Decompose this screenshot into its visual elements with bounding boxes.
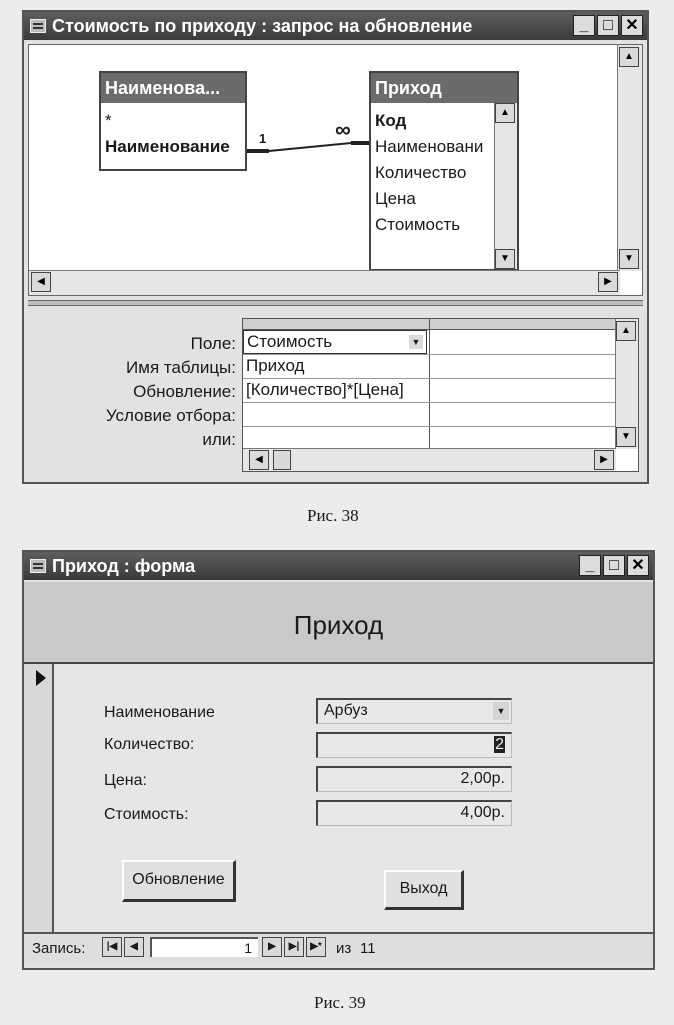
pane-vscrollbar[interactable] xyxy=(617,45,642,271)
table-prikhod-scrollbar[interactable] xyxy=(494,103,517,269)
form-minimize-button[interactable]: _ xyxy=(579,555,601,576)
grid-labels xyxy=(28,312,236,452)
pane-scroll-down-icon[interactable]: ▼ xyxy=(619,249,639,269)
query-titlebar[interactable] xyxy=(24,12,647,40)
field-naimenovanie[interactable]: Наименование xyxy=(105,137,230,156)
grid-body[interactable] xyxy=(242,318,639,472)
label-naimenovanie: Наименование xyxy=(104,704,215,721)
table-prikhod-header[interactable]: Приход xyxy=(371,73,517,103)
input-kolichestvo[interactable] xyxy=(316,732,512,758)
label-update: Обновление: xyxy=(133,382,236,401)
field-value-text: Стоимость xyxy=(247,332,333,351)
grid-scroll-up-icon[interactable]: ▲ xyxy=(616,321,636,341)
record-of-label: из xyxy=(336,940,352,957)
pane-splitter[interactable] xyxy=(28,300,643,306)
field-stoimost[interactable]: Стоимость xyxy=(375,215,461,234)
figure38-caption: Рис. 38 xyxy=(307,506,359,525)
record-total: 11 xyxy=(360,940,376,957)
record-pointer-icon xyxy=(36,670,46,686)
form-close-button[interactable]: ✕ xyxy=(627,555,649,576)
kolichestvo-value: 2 xyxy=(495,736,504,753)
tsena-value: 2,00р. xyxy=(460,770,505,787)
label-kolichestvo: Количество: xyxy=(104,736,195,753)
cell-update-expression[interactable]: [Количество]*[Цена] xyxy=(246,380,404,399)
next-record-icon[interactable]: ▶ xyxy=(262,937,282,957)
figure39-caption: Рис. 39 xyxy=(314,993,366,1012)
column-selector-1[interactable] xyxy=(243,319,430,330)
design-grid xyxy=(28,312,643,478)
combo-naimenovanie[interactable] xyxy=(316,698,512,724)
record-number-input[interactable] xyxy=(150,937,258,957)
grid-scroll-down-icon[interactable]: ▼ xyxy=(616,427,636,447)
scroll-down-icon[interactable]: ▼ xyxy=(495,249,515,269)
relation-many-label: ∞ xyxy=(335,117,351,142)
input-tsena[interactable] xyxy=(316,766,512,792)
table-naimenovanie[interactable] xyxy=(99,71,247,171)
form-maximize-button[interactable]: □ xyxy=(603,555,625,576)
grid-vscrollbar[interactable] xyxy=(615,319,638,449)
query-window xyxy=(22,10,649,484)
stoimost-value: 4,00р. xyxy=(460,804,505,821)
record-selector[interactable] xyxy=(24,664,54,932)
grid-scroll-right-icon[interactable]: ▶ xyxy=(594,450,614,470)
pane-scroll-up-icon[interactable]: ▲ xyxy=(619,47,639,67)
minimize-button[interactable]: _ xyxy=(573,15,595,36)
field-tsena[interactable]: Цена xyxy=(375,189,416,208)
update-button[interactable]: Обновление xyxy=(122,860,236,902)
label-field: Поле: xyxy=(190,334,236,353)
table-prikhod[interactable] xyxy=(369,71,519,271)
cell-table-name[interactable]: Приход xyxy=(246,356,305,375)
label-table-name: Имя таблицы: xyxy=(126,358,236,377)
exit-button[interactable]: Выход xyxy=(384,870,464,910)
label-tsena: Цена: xyxy=(104,772,147,789)
maximize-button[interactable]: □ xyxy=(597,15,619,36)
form-title: Приход : форма xyxy=(52,555,196,576)
last-record-icon[interactable]: ▶| xyxy=(284,937,304,957)
first-record-icon[interactable]: |◀ xyxy=(102,937,122,957)
field-kod[interactable]: Код xyxy=(375,111,407,130)
relation-one-label: 1 xyxy=(259,131,267,146)
form-icon xyxy=(30,559,46,573)
label-or: или: xyxy=(202,430,236,449)
cell-or[interactable] xyxy=(246,428,426,448)
close-button[interactable]: ✕ xyxy=(621,15,643,36)
new-record-icon[interactable]: ▶* xyxy=(306,937,326,957)
field-naimenovani[interactable]: Наименовани xyxy=(375,137,484,156)
table-pane xyxy=(28,44,643,296)
field-dropdown-icon[interactable]: ▼ xyxy=(409,335,423,349)
pane-scroll-left-icon[interactable]: ◀ xyxy=(31,272,51,292)
grid-scroll-thumb[interactable] xyxy=(273,450,291,470)
label-stoimost: Стоимость: xyxy=(104,806,189,823)
query-icon xyxy=(30,19,46,33)
field-kolichestvo[interactable]: Количество xyxy=(375,163,467,182)
pane-hscrollbar[interactable] xyxy=(29,270,620,295)
form-detail xyxy=(54,664,653,932)
prev-record-icon[interactable]: ◀ xyxy=(124,937,144,957)
form-header xyxy=(24,582,653,664)
combo-value: Арбуз xyxy=(324,702,368,719)
scroll-up-icon[interactable]: ▲ xyxy=(495,103,515,123)
input-stoimost[interactable] xyxy=(316,800,512,826)
grid-scroll-left-icon[interactable]: ◀ xyxy=(249,450,269,470)
record-navigator xyxy=(24,932,653,966)
column-selector-2[interactable] xyxy=(430,319,616,330)
combo-dropdown-icon[interactable]: ▼ xyxy=(493,702,509,720)
cell-field-value[interactable] xyxy=(243,330,427,354)
field-star[interactable]: * xyxy=(105,111,112,130)
navigator-label: Запись: xyxy=(32,940,86,957)
cell-criteria[interactable] xyxy=(246,404,426,424)
query-title: Стоимость по приходу : запрос на обновление xyxy=(52,15,473,36)
form-window xyxy=(22,550,655,970)
pane-scroll-right-icon[interactable]: ▶ xyxy=(598,272,618,292)
record-number: 1 xyxy=(244,940,252,956)
form-header-title: Приход xyxy=(293,610,384,640)
form-titlebar[interactable] xyxy=(24,552,653,580)
grid-hscrollbar[interactable] xyxy=(243,448,616,471)
table-naimenovanie-header[interactable]: Наименова... xyxy=(101,73,245,103)
label-criteria: Условие отбора: xyxy=(105,406,236,425)
